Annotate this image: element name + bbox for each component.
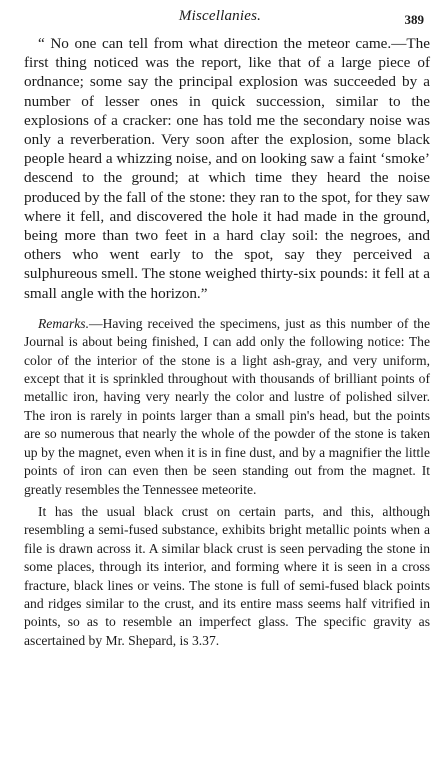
quoted-account-paragraph: “ No one can tell from what direction the meteor came.—The first thing noticed was the report, like that of a large piece of ordnance; some say the principal explosion was succeeded by a number of lesser ones in quick succession, similar to the explosions of a cracker: one has told me the secondary noise was only a reverberation. Very soon after the explosion, some black people heard a whizzing noise, and on looking saw a faint ‘smoke’ descend to the ground; at which time they heard the noise produced by the fall of the stone: they ran to the spot, for they saw where it fell, and discovered the hole it had made in the ground, being more than two feet in a hard clay soil: the negroes, and others who went early to the spot, say they perceived a sulphureous smell. The stone weighed thirty-six pounds: it fell at a small angle with the horizon.”: [24, 35, 430, 302]
running-title: Miscellanies.: [178, 8, 262, 24]
body-text: [24, 34, 430, 650]
remarks-lead: Remarks.: [38, 315, 89, 331]
remarks-text: —Having received the specimens, just as this number of the Journal is about being finished, I can add only the following notice: The color of the interior of the stone is a light ash-gray, and very uniform, except that it is sprinkled throughout with thousands of brilliant points of metallic iron, having very nearly the color and lustre of polished silver. The iron is rarely in points larger than a small pin's head, but the points are so numerous that nearly the whole of the powder of the stone is taken up by the magnet, even when it is in fine dust, and by a magnifier the little points of iron can even then be seen standing out from the magnet. It greatly resembles the Tennessee meteorite.: [24, 315, 430, 497]
remarks-paragraph: [24, 315, 430, 499]
crust-paragraph: It has the usual black crust on certain parts, and this, although resembling a semi-fused substance, exhibits bright metallic points when a file is drawn across it. A similar black crust is seen pervading the stone in some places, through its interior, and forming where it is seen in a cross fracture, black lines or veins. The stone is full of semi-fused black points and ridges similar to the crust, and its entire mass seems half vitrified in points, so as to resemble an imperfect glass. The specific gravity as ascertained by Mr. Shepard, is 3.37.: [24, 503, 430, 648]
page-number: 389: [404, 12, 424, 27]
page-header: [0, 6, 440, 28]
